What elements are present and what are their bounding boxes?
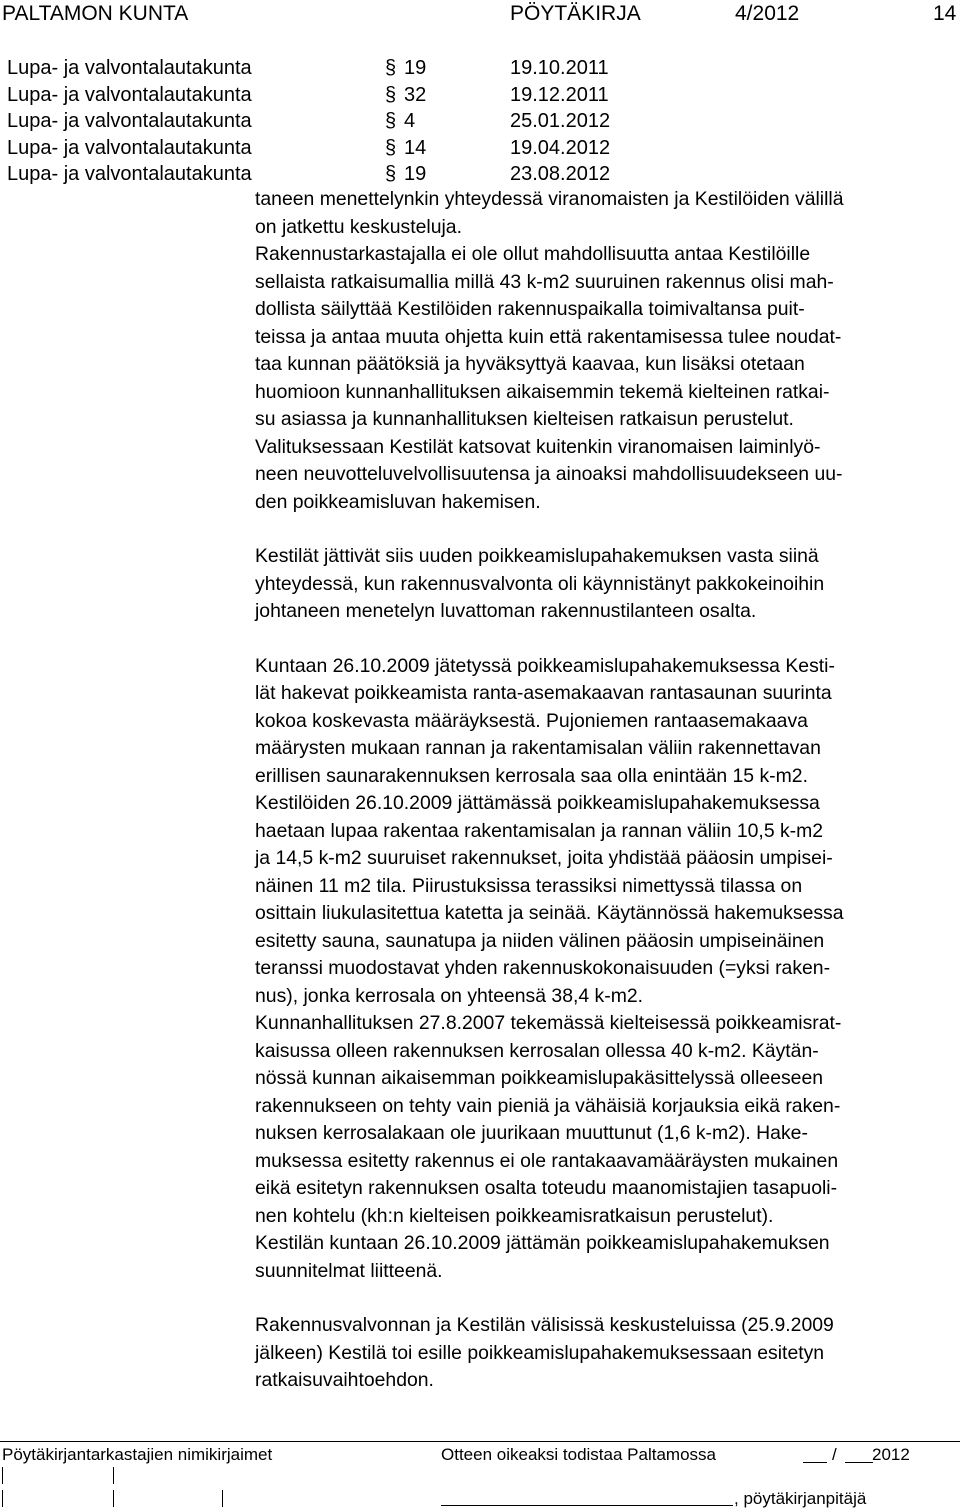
initials-field-divider (2, 1467, 3, 1484)
text-line: yhteydessä, kun rakennusvalvonta oli käynnistänyt pakkokeinoihin (255, 572, 825, 595)
text-line: rakennukseen on tehty vain pieniä ja vähäisiä korjauksia eikä raken- (255, 1094, 841, 1117)
date-separator: / (832, 1445, 837, 1464)
secretary-label: , pöytäkirjanpitäjä (734, 1489, 867, 1508)
text-line: ja 14,5 k-m2 suuruiset rakennukset, joita yhdistää pääosin umpisei- (255, 847, 833, 869)
text-line: sellaista ratkaisumallia millä 43 k-m2 suuruinen rakennus olisi mah- (255, 270, 834, 293)
page-number: 14 (933, 2, 957, 25)
text-line: kokoa koskevasta määräyksestä. Pujoniemen rantaasemakaava (255, 709, 808, 732)
text-line: haetaan lupaa rakentaa rakentamisalan ja rannan väliin 10,5 k-m2 (255, 819, 824, 842)
reference-section-number: 32 (404, 83, 427, 106)
text-line: johtaneen menetelyn luvattoman rakennustilanteen osalta. (255, 600, 757, 622)
reference-section-number: 4 (404, 110, 416, 132)
text-line: teissa ja antaa muuta ohjetta kuin että rakentamisessa tulee noudat- (255, 325, 842, 348)
text-line: nuksen kerrosalakaan ole juurikaan muuttunut (1,6 k-m2). Hake- (255, 1122, 808, 1144)
text-line: nen kohtelu (kh:n kielteisen poikkeamisratkaisun perustelut). (255, 1204, 774, 1227)
document-type: PÖYTÄKIRJA (510, 2, 641, 25)
reference-body: Lupa- ja valvontalautakunta (7, 110, 252, 132)
reference-row (0, 135, 960, 162)
text-line: Kestilöiden 26.10.2009 jättämässä poikkeamislupahakemuksessa (255, 792, 820, 814)
text-line: ratkaisuvaihtoehdon. (255, 1369, 434, 1391)
paragraph-gap (255, 1285, 955, 1312)
reference-body: Lupa- ja valvontalautakunta (7, 136, 252, 159)
text-line: su asiassa ja kunnanhallituksen kielteisen ratkaisun perustelut. (255, 408, 794, 430)
text-line: osittain liukulasitettua katetta ja seinää. Käytännössä hakemuksessa (255, 902, 844, 924)
text-line: eikä esitetyn rakennuksen osalta toteudu maanomistajien tasapuoli- (255, 1177, 838, 1199)
section-symbol: § (385, 163, 397, 185)
signature-initials-label: Pöytäkirjantarkastajien nimikirjaimet (2, 1445, 273, 1464)
municipality-name: PALTAMON KUNTA (2, 2, 189, 25)
reference-body: Lupa- ja valvontalautakunta (7, 163, 252, 185)
text-line: näinen 11 m2 tila. Piirustuksissa terassiksi nimettyssä tilassa on (255, 874, 803, 897)
text-line: Rakennusvalvonnan ja Kestilän välisissä keskusteluissa (25.9.2009 (255, 1314, 834, 1336)
section-symbol: § (385, 136, 397, 159)
section-symbol: § (385, 110, 397, 132)
text-line: muksessa esitetty rakennus ei ole rantakaavamääräysten mukainen (255, 1149, 839, 1172)
initials-field-divider (2, 1490, 3, 1507)
paragraph-new-application (255, 543, 955, 626)
paragraph-negotiations (255, 186, 955, 516)
text-line: taa kunnan päätöksiä ja hyväksyttyä kaavaa, kun lisäksi otetaan (255, 353, 805, 375)
text-line: Kuntaan 26.10.2009 jätetyssä poikkeamislupahakemuksessa Kesti- (255, 654, 835, 677)
minutes-body (255, 186, 955, 1395)
initials-field-divider (113, 1467, 114, 1484)
reference-body: Lupa- ja valvontalautakunta (7, 83, 252, 106)
reference-date: 19.12.2011 (510, 83, 609, 106)
reference-section-number: 19 (404, 163, 427, 185)
text-line: huomioon kunnanhallituksen aikaisemmin tekemä kielteinen ratkai- (255, 380, 830, 403)
reference-row (0, 55, 960, 82)
reference-row (0, 108, 960, 135)
text-line: on jatkettu keskusteluja. (255, 215, 462, 238)
footer-year: 2012 (872, 1445, 910, 1464)
paragraph-gap (255, 516, 955, 543)
text-line: jälkeen) Kestilä toi esille poikkeamislupahakemuksessaan esitetyn (255, 1341, 825, 1364)
text-line: nus), jonka kerrosala on yhteensä 38,4 k-m2. (255, 984, 644, 1007)
text-line: taneen menettelynkin yhteydessä viranomaisten ja Kestilöiden välillä (255, 188, 844, 210)
paragraph-solution-option (255, 1312, 955, 1395)
text-line: neen neuvotteluvelvollisuutensa ja ainoaksi mahdollisuudekseen uu- (255, 463, 843, 485)
text-line: lät hakevat poikkeamista ranta-asemakaavan rantasaunan suurinta (255, 682, 832, 704)
initials-field-divider (222, 1490, 223, 1507)
footer-divider (0, 1441, 960, 1442)
section-symbol: § (385, 57, 397, 79)
text-line: dollista säilyttää Kestilöiden rakennuspaikalla toimivaltansa puit- (255, 298, 805, 320)
text-line: nössä kunnan aikaisemman poikkeamislupakäsittelyssä olleeseen (255, 1067, 824, 1089)
text-line: Kunnanhallituksen 27.8.2007 tekemässä kielteisessä poikkeamisrat- (255, 1012, 842, 1034)
reference-date: 19.04.2012 (510, 136, 611, 159)
reference-body: Lupa- ja valvontalautakunta (7, 57, 252, 79)
reference-date: 25.01.2012 (510, 110, 611, 132)
reference-section-number: 19 (404, 57, 427, 79)
section-symbol: § (385, 83, 397, 106)
copy-certification-label: Otteen oikeaksi todistaa Paltamossa (441, 1445, 716, 1464)
text-line: teranssi muodostavat yhden rakennuskokonaisuuden (=yksi raken- (255, 957, 831, 979)
initials-field-divider (113, 1490, 114, 1507)
document-header (0, 2, 960, 30)
paragraph-application-details (255, 653, 955, 1286)
document-footer (0, 1445, 960, 1511)
reference-section-number: 14 (404, 136, 427, 159)
reference-date: 19.10.2011 (510, 57, 609, 79)
text-line: Rakennustarkastajalla ei ole ollut mahdollisuutta antaa Kestilöille (255, 243, 811, 265)
day-blank-line (803, 1462, 827, 1463)
text-line: erillisen saunarakennuksen kerrosala saa olla enintään 15 k-m2. (255, 764, 808, 787)
text-line: Kestilät jättivät siis uuden poikkeamislupahakemuksen vasta siinä (255, 545, 819, 567)
month-blank-line (845, 1462, 873, 1463)
paragraph-gap (255, 626, 955, 653)
text-line: Kestilän kuntaan 26.10.2009 jättämän poikkeamislupahakemuksen (255, 1232, 830, 1254)
text-line: den poikkeamisluvan hakemisen. (255, 490, 541, 513)
text-line: Valituksessaan Kestilät katsovat kuitenkin viranomaisen laiminlyö- (255, 435, 821, 458)
reference-row (0, 161, 960, 188)
reference-date: 23.08.2012 (510, 163, 611, 185)
text-line: suunnitelmat liitteenä. (255, 1259, 443, 1282)
secretary-signature-line (441, 1505, 733, 1506)
text-line: kaisussa olleen rakennuksen kerrosalan ollessa 40 k-m2. Käytän- (255, 1039, 819, 1062)
reference-list (0, 55, 960, 188)
text-line: esitetty sauna, saunatupa ja niiden välinen pääosin umpiseinäinen (255, 929, 825, 952)
text-line: määrysten mukaan rannan ja rakentamisalan väliin rakennettavan (255, 737, 821, 759)
document-number: 4/2012 (735, 2, 800, 25)
reference-row (0, 82, 960, 109)
